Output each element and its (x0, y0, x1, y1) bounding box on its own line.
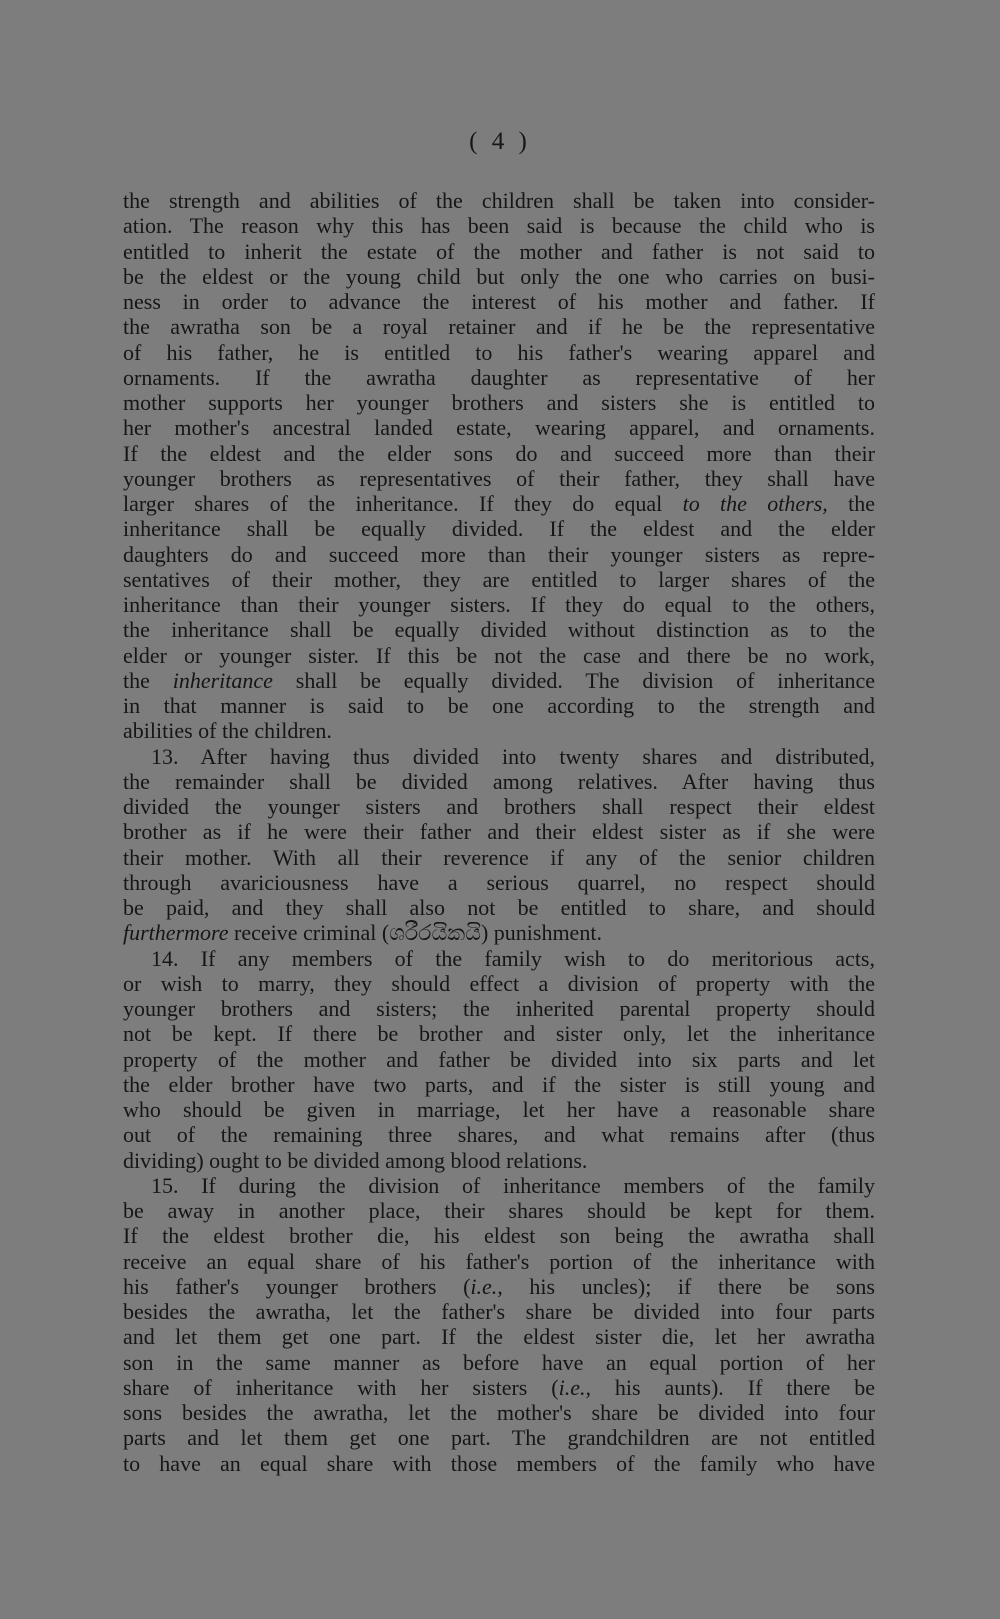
text-run: shall be equally divided. The division of inheritance (272, 667, 875, 693)
text-run: his aunts). If there be (591, 1374, 875, 1400)
text-line: son in the same manner as before have an equal portion of her (123, 1349, 875, 1375)
text-run: the (123, 667, 173, 693)
text-line: 14. If any members of the family wish to do meritorious acts, (151, 945, 875, 971)
text-line: If the eldest brother die, his eldest son being the awratha shall (123, 1223, 875, 1249)
text-line: entitled to inherit the estate of the mother and father is not said to (123, 238, 875, 264)
text-line: who should be given in marriage, let her have a reasonable share (123, 1097, 875, 1122)
text-line: through avariciousness have a serious quarrel, no respect should (123, 869, 875, 895)
text-line: younger brothers as representatives of their father, they shall have (123, 465, 875, 491)
text-line (123, 920, 875, 945)
text-line: be away in another place, their shares should be kept for them. (123, 1198, 875, 1223)
text-line: her mother's ancestral landed estate, wearing apparel, and ornaments. (123, 415, 875, 441)
text-line: the awratha son be a royal retainer and if he be the representative (123, 314, 875, 340)
text-line: 13. After having thus divided into twenty shares and distributed, (151, 743, 875, 769)
text-line: of his father, he is entitled to his father's wearing apparel and (123, 339, 875, 365)
text-line: sons besides the awratha, let the mother's share be divided into four (123, 1400, 875, 1425)
text-run: his uncles); if there be sons (502, 1273, 875, 1299)
text-line (123, 491, 875, 516)
text-line: and let them get one part. If the eldest sister die, let her awratha (123, 1324, 875, 1350)
text-line: not be kept. If there be brother and sister only, let the inheritance (123, 1021, 875, 1047)
text-line: parts and let them get one part. The grandchildren are not entitled (123, 1425, 875, 1451)
text-line: inheritance shall be equally divided. If the eldest and the elder (123, 516, 875, 542)
text-line: be paid, and they shall also not be entitled to share, and should (123, 895, 875, 920)
text-line: out of the remaining three shares, and what remains after (thus (123, 1122, 875, 1148)
text-line (123, 1375, 875, 1400)
text-line: their mother. With all their reverence if any of the senior children (123, 844, 875, 870)
text-line: besides the awratha, let the father's share be divided into four parts (123, 1299, 875, 1324)
text-line: brother as if he were their father and their eldest sister as if she were (123, 819, 875, 845)
text-run: his father's younger brothers ( (123, 1273, 471, 1299)
text-line: younger brothers and sisters; the inherited parental property should (123, 996, 875, 1021)
text-run: larger shares of the inheritance. If they do equal (123, 491, 683, 516)
text-line: elder or younger sister. If this be not the case and there be no work, (123, 642, 875, 668)
text-line: mother supports her younger brothers and sisters she is entitled to (123, 390, 875, 415)
text-line: property of the mother and father be divided into six parts and let (123, 1046, 875, 1072)
italic-text: i.e., (558, 1374, 591, 1400)
text-line (123, 1274, 875, 1299)
text-line: be the eldest or the young child but only the one who carries on busi- (123, 263, 875, 289)
page-number: ( 4 ) (469, 128, 531, 155)
italic-text: to the others, (682, 491, 828, 516)
text-line: the strength and abilities of the children shall be taken into consider- (123, 188, 875, 213)
italic-text: i.e., (470, 1273, 503, 1299)
text-line: or wish to marry, they should effect a division of property with the (123, 970, 875, 996)
text-line: the elder brother have two parts, and if the sister is still young and (123, 1071, 875, 1097)
text-line: daughters do and succeed more than their younger sisters as repre- (123, 541, 875, 567)
text-line: dividing) ought to be divided among blood relations. (123, 1147, 588, 1173)
text-run: the (827, 491, 875, 516)
text-line: the inheritance shall be equally divided without distinction as to the (123, 617, 875, 643)
text-line: abilities of the children. (123, 718, 332, 744)
text-line: to have an equal share with those members of the family who have (123, 1450, 875, 1476)
body-text (123, 188, 875, 1476)
text-line: inheritance than their younger sisters. If they do equal to the others, (123, 592, 875, 617)
text-line: ness in order to advance the interest of his mother and father. If (123, 289, 875, 314)
text-run: share of inheritance with her sisters ( (123, 1374, 559, 1400)
text-line: divided the younger sisters and brothers shall respect their eldest (123, 794, 875, 819)
text-line (123, 668, 875, 693)
italic-text: furthermore (123, 920, 229, 946)
text-line: 15. If during the division of inheritance members of the family (151, 1172, 875, 1198)
text-line: sentatives of their mother, they are entitled to larger shares of the (123, 566, 875, 592)
text-line: ation. The reason why this has been said is because the child who is (123, 213, 875, 239)
italic-text: inheritance (172, 667, 273, 693)
text-line: the remainder shall be divided among relatives. After having thus (123, 768, 875, 794)
text-line: ornaments. If the awratha daughter as representative of her (123, 364, 875, 390)
text-line: If the eldest and the elder sons do and succeed more than their (123, 440, 875, 466)
text-line: receive an equal share of his father's portion of the inheritance with (123, 1248, 875, 1274)
text-run: receive criminal (ශරීරයිකයි) punishment. (228, 920, 602, 946)
text-line: in that manner is said to be one according to the strength and (123, 693, 875, 718)
